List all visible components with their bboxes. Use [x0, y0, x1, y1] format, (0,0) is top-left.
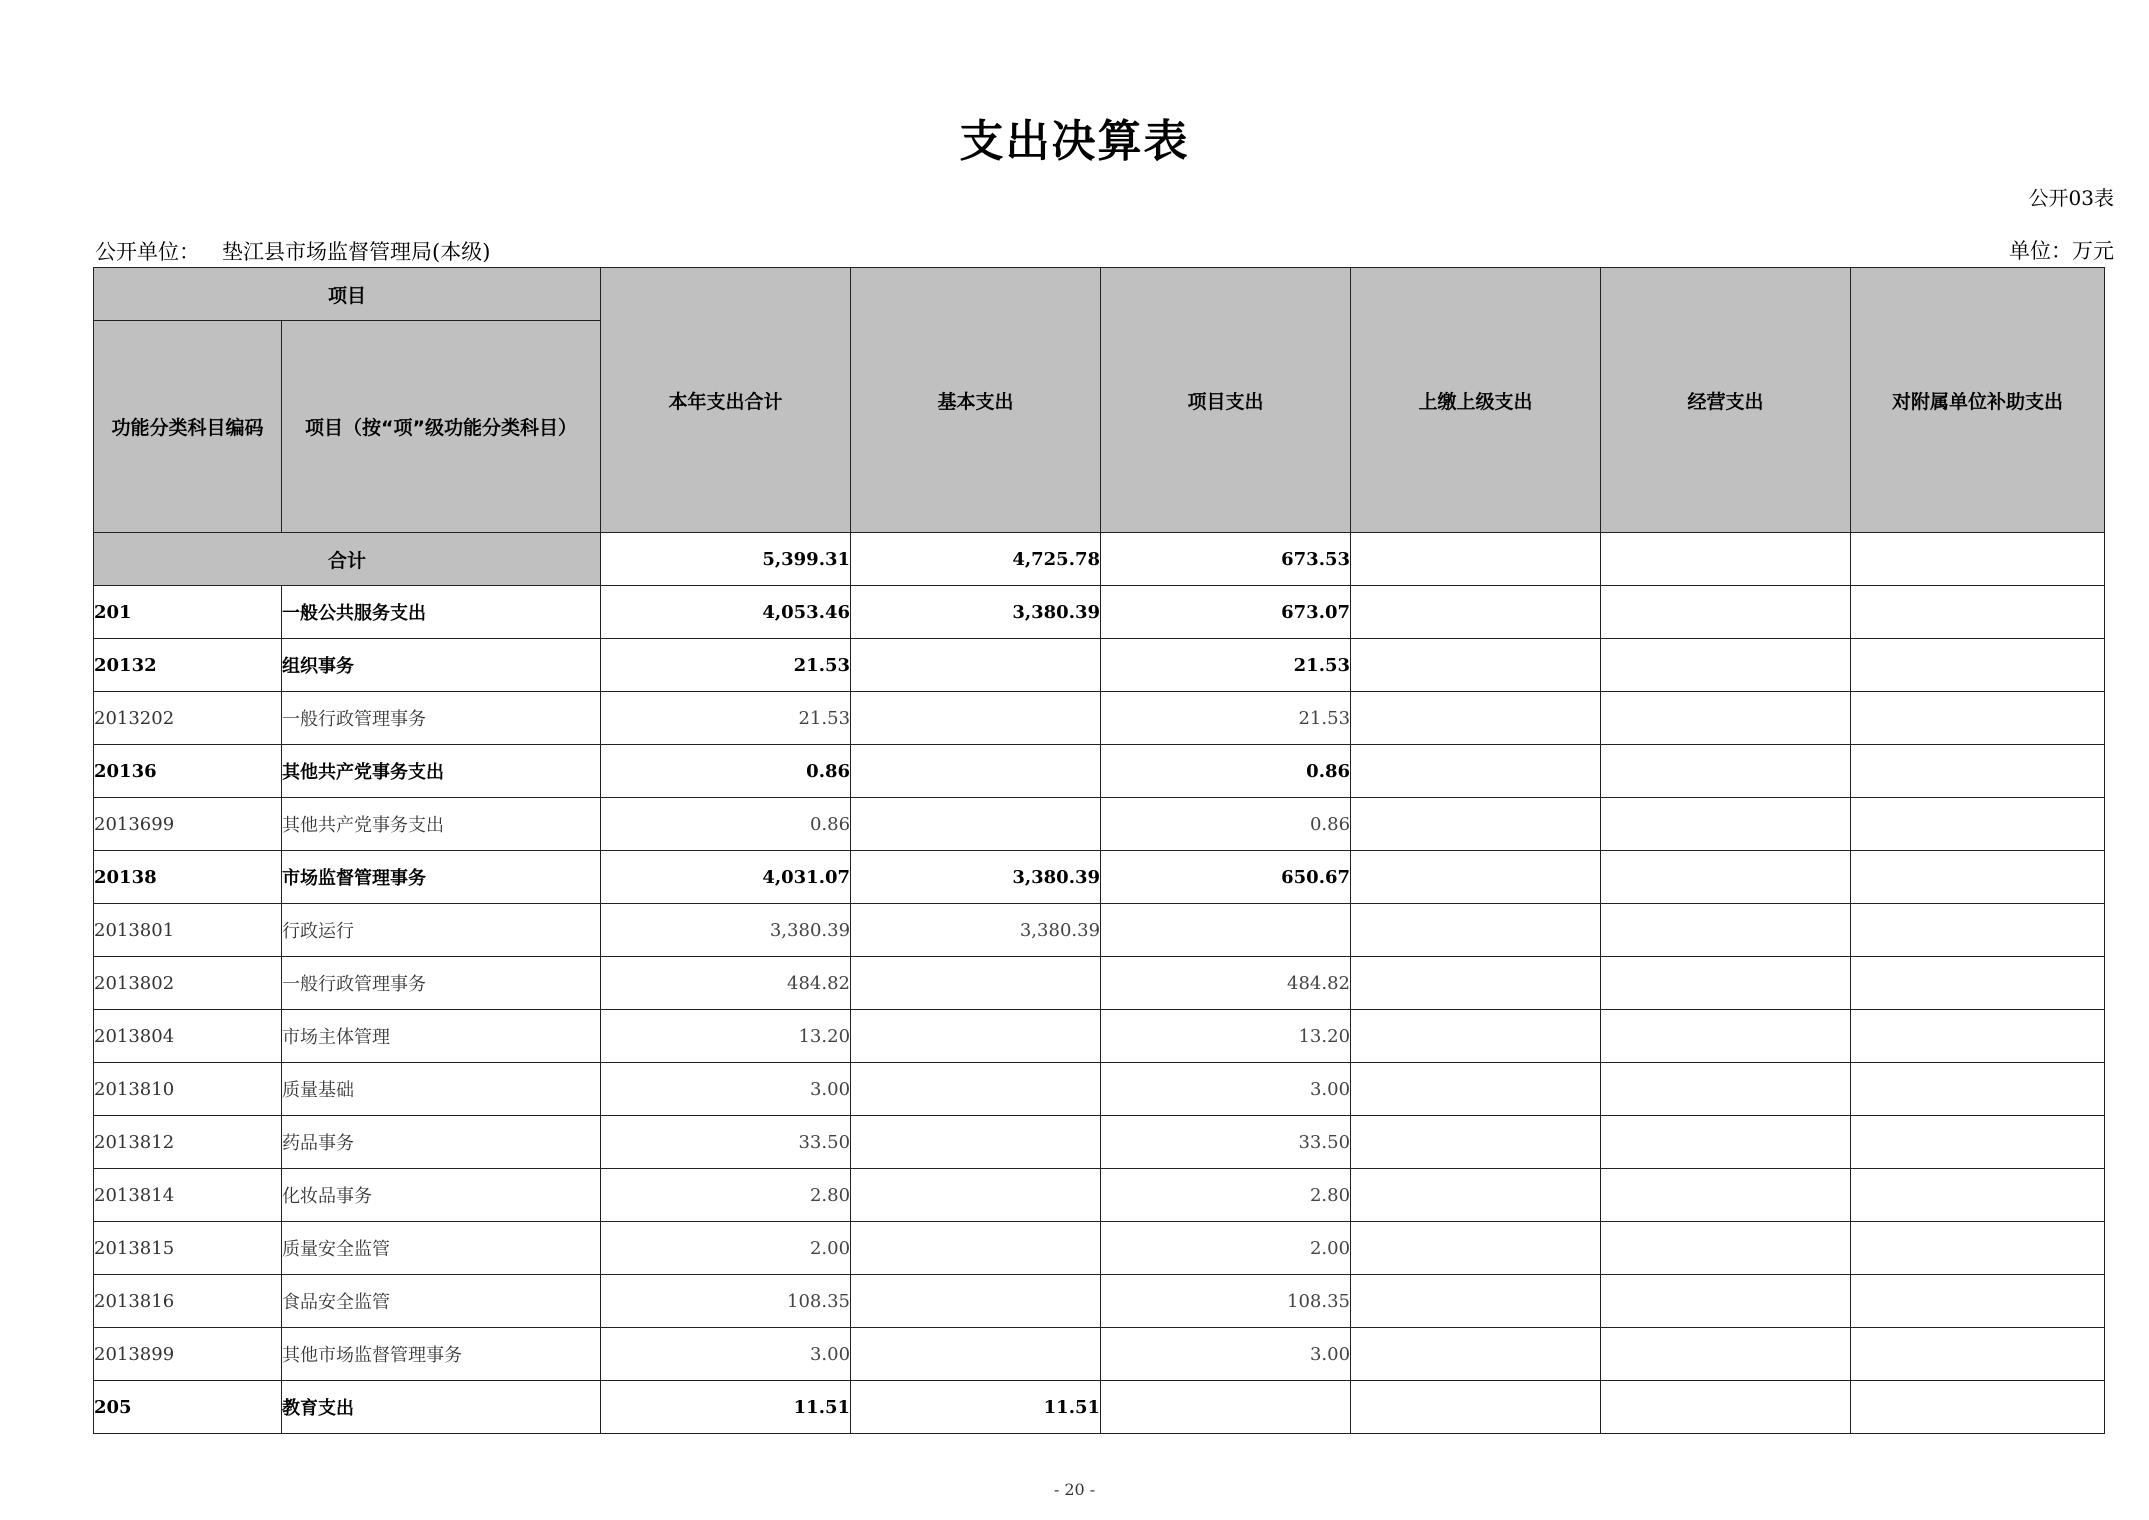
cell-name: 其他共产党事务支出: [282, 745, 601, 798]
header-name: 项目（按“项”级功能分类科目）: [282, 321, 601, 533]
cell-name: 教育支出: [282, 1381, 601, 1434]
cell-name: 一般行政管理事务: [282, 692, 601, 745]
cell-total: 3.00: [601, 1063, 851, 1116]
cell-project: 108.35: [1101, 1275, 1351, 1328]
cell-business: [1601, 1275, 1851, 1328]
cell-basic: [851, 1169, 1101, 1222]
cell-subsidy: [1851, 586, 2105, 639]
cell-project: 13.20: [1101, 1010, 1351, 1063]
org-info: [95, 236, 490, 266]
total-row: [94, 533, 2105, 586]
cell-total: 4,053.46: [601, 586, 851, 639]
cell-upper: [1351, 904, 1601, 957]
cell-business: [1601, 1169, 1851, 1222]
cell-project: [1101, 904, 1351, 957]
cell-basic: 3,380.39: [851, 904, 1101, 957]
cell-total: 2.80: [601, 1169, 851, 1222]
cell-project: 0.86: [1101, 798, 1351, 851]
cell-total: 0.86: [601, 798, 851, 851]
table-row: [94, 851, 2105, 904]
cell-basic: 3,380.39: [851, 851, 1101, 904]
cell-total: 21.53: [601, 692, 851, 745]
cell-code: 20136: [94, 745, 282, 798]
header-subsidy: 对附属单位补助支出: [1851, 268, 2105, 533]
cell-name: 组织事务: [282, 639, 601, 692]
org-name: 垫江县市场监督管理局(本级): [222, 240, 491, 264]
cell-business: [1601, 586, 1851, 639]
header-basic: 基本支出: [851, 268, 1101, 533]
cell-subsidy: [1851, 798, 2105, 851]
cell-basic: [851, 1010, 1101, 1063]
cell-project: 673.07: [1101, 586, 1351, 639]
total-cell-upper: [1351, 533, 1601, 586]
cell-name: 一般公共服务支出: [282, 586, 601, 639]
cell-business: [1601, 692, 1851, 745]
table-row: [94, 1328, 2105, 1381]
cell-name: 行政运行: [282, 904, 601, 957]
cell-project: 2.00: [1101, 1222, 1351, 1275]
cell-code: 2013812: [94, 1116, 282, 1169]
cell-basic: [851, 1275, 1101, 1328]
cell-code: 201: [94, 586, 282, 639]
cell-name: 其他市场监督管理事务: [282, 1328, 601, 1381]
cell-business: [1601, 957, 1851, 1010]
cell-subsidy: [1851, 1381, 2105, 1434]
form-number: 公开03表: [2028, 186, 2114, 210]
cell-code: 205: [94, 1381, 282, 1434]
cell-total: 2.00: [601, 1222, 851, 1275]
cell-code: 2013816: [94, 1275, 282, 1328]
cell-project: [1101, 1381, 1351, 1434]
cell-project: 33.50: [1101, 1116, 1351, 1169]
table-row: [94, 1222, 2105, 1275]
cell-code: 2013804: [94, 1010, 282, 1063]
total-cell-subsidy: [1851, 533, 2105, 586]
cell-upper: [1351, 798, 1601, 851]
cell-basic: 3,380.39: [851, 586, 1101, 639]
cell-total: 3,380.39: [601, 904, 851, 957]
cell-basic: 11.51: [851, 1381, 1101, 1434]
cell-upper: [1351, 1010, 1601, 1063]
table-row: [94, 1010, 2105, 1063]
cell-basic: [851, 639, 1101, 692]
cell-name: 一般行政管理事务: [282, 957, 601, 1010]
cell-total: 108.35: [601, 1275, 851, 1328]
cell-code: 2013202: [94, 692, 282, 745]
page-number: - 20 -: [1053, 1480, 1096, 1499]
cell-basic: [851, 1116, 1101, 1169]
cell-upper: [1351, 1275, 1601, 1328]
cell-subsidy: [1851, 1169, 2105, 1222]
cell-subsidy: [1851, 1063, 2105, 1116]
unit-label: 单位：万元: [2009, 239, 2114, 263]
total-cell-business: [1601, 533, 1851, 586]
cell-business: [1601, 1063, 1851, 1116]
cell-total: 4,031.07: [601, 851, 851, 904]
cell-upper: [1351, 1381, 1601, 1434]
cell-upper: [1351, 957, 1601, 1010]
cell-project: 3.00: [1101, 1328, 1351, 1381]
cell-code: 2013810: [94, 1063, 282, 1116]
expenditure-table: [93, 267, 2105, 1434]
cell-total: 33.50: [601, 1116, 851, 1169]
cell-name: 其他共产党事务支出: [282, 798, 601, 851]
cell-basic: [851, 1063, 1101, 1116]
cell-subsidy: [1851, 851, 2105, 904]
cell-code: 2013814: [94, 1169, 282, 1222]
header-business: 经营支出: [1601, 268, 1851, 533]
cell-subsidy: [1851, 1328, 2105, 1381]
table-row: [94, 1169, 2105, 1222]
cell-upper: [1351, 639, 1601, 692]
cell-project: 21.53: [1101, 639, 1351, 692]
table-row: [94, 957, 2105, 1010]
cell-business: [1601, 904, 1851, 957]
cell-upper: [1351, 1222, 1601, 1275]
table-row: [94, 639, 2105, 692]
cell-subsidy: [1851, 745, 2105, 798]
header-code: 功能分类科目编码: [94, 321, 282, 533]
cell-code: 2013815: [94, 1222, 282, 1275]
cell-basic: [851, 1222, 1101, 1275]
header-item-group: 项目: [94, 268, 601, 321]
cell-name: 市场监督管理事务: [282, 851, 601, 904]
header-project: 项目支出: [1101, 268, 1351, 533]
cell-basic: [851, 957, 1101, 1010]
org-label: 公开单位：: [95, 240, 200, 264]
cell-subsidy: [1851, 1116, 2105, 1169]
cell-subsidy: [1851, 1275, 2105, 1328]
cell-subsidy: [1851, 1222, 2105, 1275]
cell-upper: [1351, 1169, 1601, 1222]
cell-project: 21.53: [1101, 692, 1351, 745]
cell-business: [1601, 1010, 1851, 1063]
header-upper: 上缴上级支出: [1351, 268, 1601, 533]
total-label: 合计: [94, 533, 601, 586]
cell-code: 20138: [94, 851, 282, 904]
cell-upper: [1351, 1328, 1601, 1381]
cell-name: 化妆品事务: [282, 1169, 601, 1222]
cell-basic: [851, 798, 1101, 851]
cell-project: 484.82: [1101, 957, 1351, 1010]
table-row: [94, 1381, 2105, 1434]
table-row: [94, 745, 2105, 798]
cell-upper: [1351, 851, 1601, 904]
table-row: [94, 798, 2105, 851]
table-row: [94, 1063, 2105, 1116]
cell-business: [1601, 1116, 1851, 1169]
cell-upper: [1351, 745, 1601, 798]
cell-project: 0.86: [1101, 745, 1351, 798]
table-row: [94, 692, 2105, 745]
table-row: [94, 904, 2105, 957]
cell-total: 21.53: [601, 639, 851, 692]
table-row: [94, 1116, 2105, 1169]
cell-business: [1601, 1381, 1851, 1434]
total-cell-basic: 4,725.78: [851, 533, 1101, 586]
cell-subsidy: [1851, 904, 2105, 957]
cell-name: 药品事务: [282, 1116, 601, 1169]
cell-name: 质量基础: [282, 1063, 601, 1116]
cell-total: 11.51: [601, 1381, 851, 1434]
cell-subsidy: [1851, 692, 2105, 745]
table-row: [94, 1275, 2105, 1328]
cell-business: [1601, 745, 1851, 798]
cell-business: [1601, 1328, 1851, 1381]
cell-business: [1601, 851, 1851, 904]
cell-project: 650.67: [1101, 851, 1351, 904]
cell-upper: [1351, 692, 1601, 745]
cell-upper: [1351, 1116, 1601, 1169]
cell-basic: [851, 1328, 1101, 1381]
cell-name: 市场主体管理: [282, 1010, 601, 1063]
cell-code: 2013699: [94, 798, 282, 851]
cell-code: 20132: [94, 639, 282, 692]
cell-code: 2013801: [94, 904, 282, 957]
total-cell-total: 5,399.31: [601, 533, 851, 586]
table-row: [94, 586, 2105, 639]
page-title: 支出决算表: [959, 116, 1190, 167]
cell-subsidy: [1851, 1010, 2105, 1063]
cell-total: 484.82: [601, 957, 851, 1010]
cell-business: [1601, 1222, 1851, 1275]
cell-total: 13.20: [601, 1010, 851, 1063]
cell-basic: [851, 692, 1101, 745]
cell-business: [1601, 639, 1851, 692]
cell-subsidy: [1851, 639, 2105, 692]
header-total: 本年支出合计: [601, 268, 851, 533]
total-cell-project: 673.53: [1101, 533, 1351, 586]
cell-code: 2013899: [94, 1328, 282, 1381]
cell-project: 2.80: [1101, 1169, 1351, 1222]
cell-upper: [1351, 586, 1601, 639]
cell-business: [1601, 798, 1851, 851]
cell-basic: [851, 745, 1101, 798]
cell-name: 质量安全监管: [282, 1222, 601, 1275]
cell-total: 0.86: [601, 745, 851, 798]
cell-project: 3.00: [1101, 1063, 1351, 1116]
cell-total: 3.00: [601, 1328, 851, 1381]
cell-code: 2013802: [94, 957, 282, 1010]
cell-name: 食品安全监管: [282, 1275, 601, 1328]
cell-subsidy: [1851, 957, 2105, 1010]
cell-upper: [1351, 1063, 1601, 1116]
